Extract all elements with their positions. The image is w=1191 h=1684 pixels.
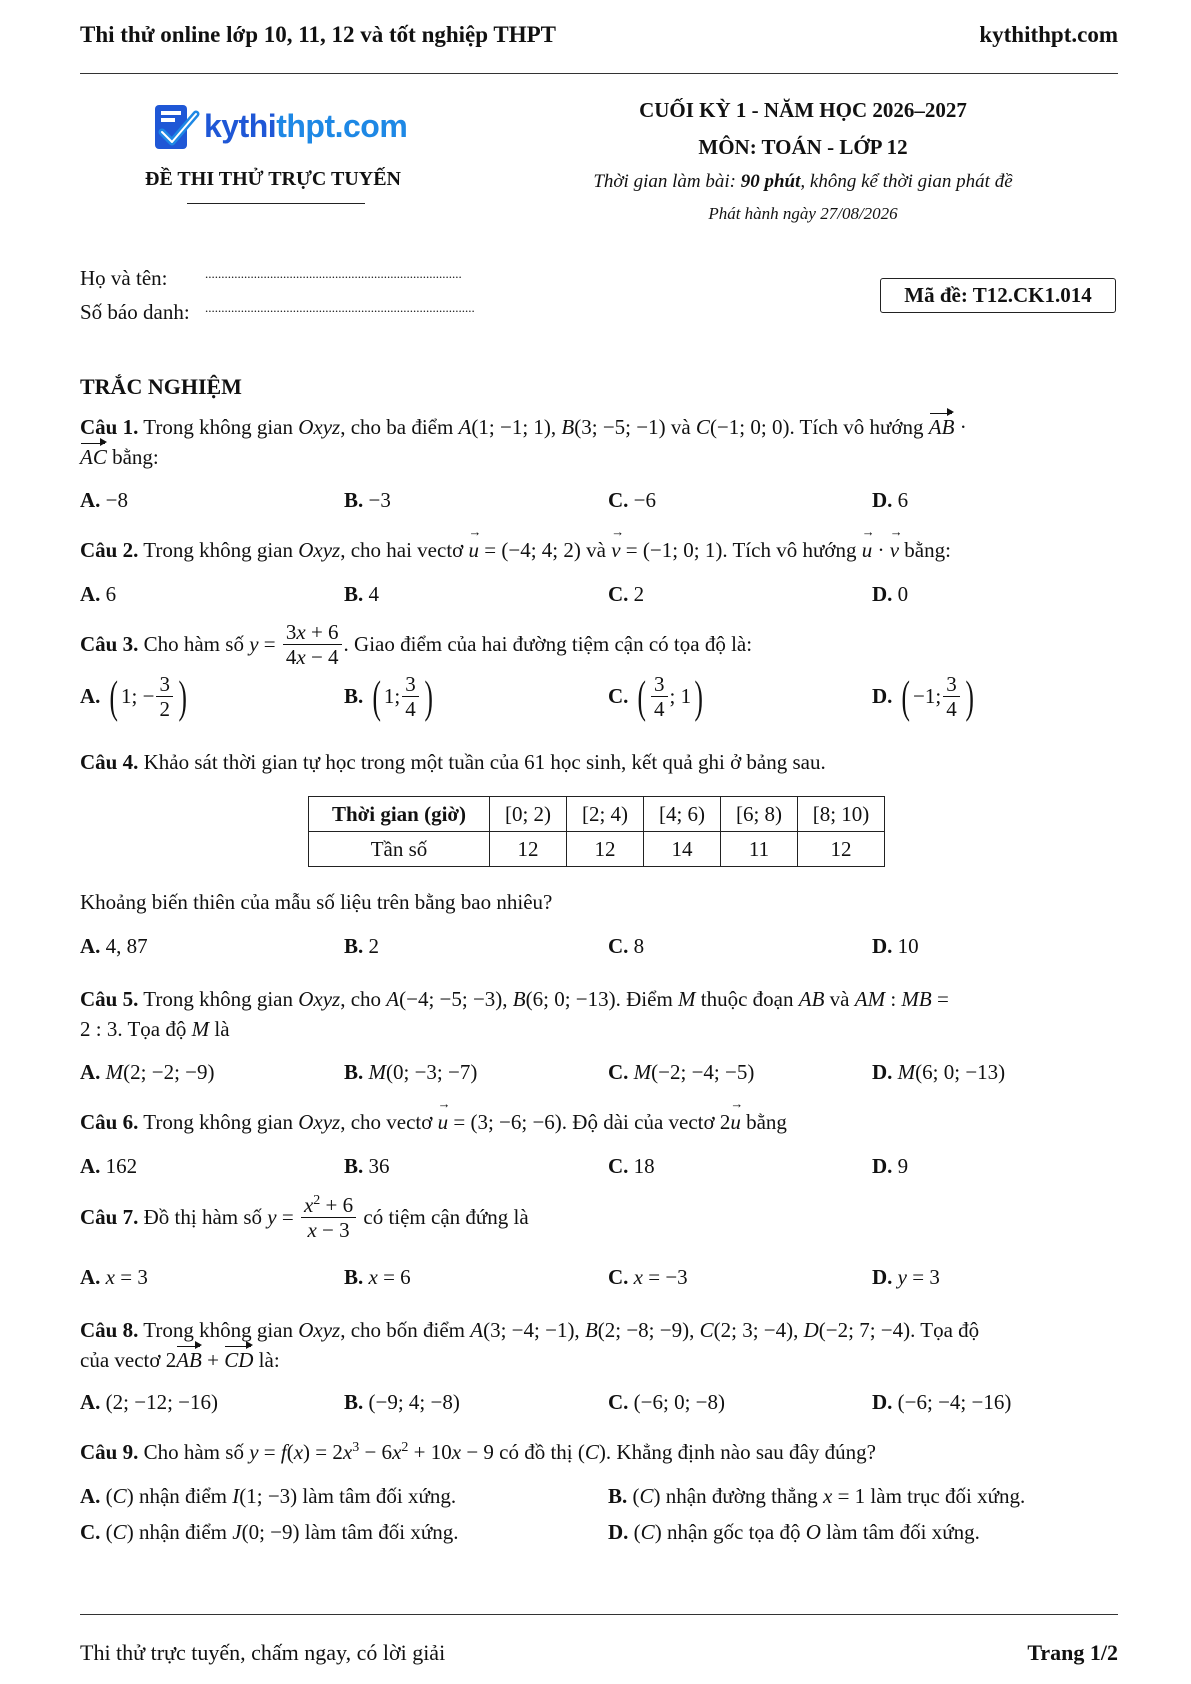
- exam-type-underline: [187, 203, 365, 204]
- question-9: Câu 9. Cho hàm số $y = f(x) = 2x^3 - 6x^2 + 10x - 9$ có đồ thị (C). Khẳng định nào sau đây đúng?: [80, 1440, 876, 1464]
- q7-option-b[interactable]: B. x = 6: [344, 1265, 411, 1289]
- table-header-cell: [0; 2): [490, 797, 567, 832]
- q7-option-c[interactable]: C. x = −3: [608, 1265, 688, 1289]
- q3-option-d[interactable]: D. ( −1; $\frac{3}{4}$ ): [872, 670, 974, 722]
- q9-option-b[interactable]: B. (C) nhận đường thẳng x = 1 làm trục đối xứng.: [608, 1484, 1026, 1508]
- q4-option-b[interactable]: B. 2: [344, 934, 380, 958]
- q5-option-b[interactable]: B. M(0; −3; −7): [344, 1060, 478, 1084]
- q2-option-a[interactable]: A. 6: [80, 582, 117, 606]
- question-2: Câu 2. Trong không gian Oxyz, cho hai vectơ u → = (−4; 4; 2) và v → = (−1; 0; 1). Tích vô hướng u → · v → bằng:: [80, 538, 1120, 563]
- id-dots[interactable]: ...................................................................................: [205, 300, 475, 315]
- question-8: Câu 8. Trong không gian Oxyz, cho bốn điểm A(3; −4; −1), B(2; −8; −9), C(2; 3; −4), D(−2; 7; −4). Tọa độ của vectơ 2AB + CD là:: [80, 1315, 1120, 1375]
- footer-rule: [80, 1614, 1118, 1615]
- footer-left: Thi thử trực tuyến, chấm ngay, có lời giải: [80, 1640, 446, 1665]
- q8-option-c[interactable]: C. (−6; 0; −8): [608, 1390, 726, 1414]
- table-header-cell: [4; 6): [644, 797, 721, 832]
- exam-time: Thời gian làm bài: 90 phút, không kể thời gian phát đề: [593, 171, 1013, 192]
- q3-option-b[interactable]: B. ( 1; $\frac{3}{4}$ ): [344, 670, 433, 722]
- table-cell: 14: [644, 832, 721, 867]
- exam-title: CUỐI KỲ 1 - NĂM HỌC 2026–2027: [639, 98, 967, 122]
- q8-option-a[interactable]: A. (2; −12; −16): [80, 1390, 219, 1414]
- name-label: Họ và tên:: [80, 266, 168, 290]
- q7-option-a[interactable]: A. x = 3: [80, 1265, 148, 1289]
- exam-subject: MÔN: TOÁN - LỚP 12: [698, 135, 908, 159]
- q1-option-b[interactable]: B. −3: [344, 488, 391, 512]
- q1-option-c[interactable]: C. −6: [608, 488, 657, 512]
- q9-option-a[interactable]: A. (C) nhận điểm I(1; −3) làm tâm đối xứng.: [80, 1484, 457, 1508]
- name-dots[interactable]: ...............................................................................: [205, 266, 462, 281]
- q5-option-c[interactable]: C. M(−2; −4; −5): [608, 1060, 755, 1084]
- table-header-cell: [2; 4): [567, 797, 644, 832]
- q3-option-c[interactable]: C. ( $\frac{3}{4}$ ; 1 ): [608, 670, 703, 722]
- q1-option-a[interactable]: A. −8: [80, 488, 129, 512]
- page-number: Trang 1/2: [1027, 1640, 1118, 1665]
- q8-option-d[interactable]: D. (−6; −4; −16): [872, 1390, 1012, 1414]
- q5-option-a[interactable]: A. M(2; −2; −9): [80, 1060, 215, 1084]
- q4-option-c[interactable]: C. 8: [608, 934, 645, 958]
- table-cell: 11: [721, 832, 798, 867]
- header-rule: [80, 73, 1118, 74]
- table-cell: 12: [798, 832, 885, 867]
- q7-option-d[interactable]: D. y = 3: [872, 1265, 940, 1289]
- q2-option-b[interactable]: B. 4: [344, 582, 380, 606]
- header-right[interactable]: kythithpt.com: [979, 22, 1118, 47]
- table-header-cell: [8; 10): [798, 797, 885, 832]
- q2-option-c[interactable]: C. 2: [608, 582, 645, 606]
- q9-option-d[interactable]: D. (C) nhận gốc tọa độ O làm tâm đối xứng.: [608, 1520, 980, 1544]
- q4-option-a[interactable]: A. 4, 87: [80, 934, 148, 958]
- frequency-table: [308, 796, 885, 867]
- release-date: Phát hành ngày 27/08/2026: [708, 204, 898, 223]
- logo-icon: [152, 102, 202, 154]
- id-label: Số báo danh:: [80, 300, 190, 324]
- question-4: Câu 4. Khảo sát thời gian tự học trong một tuần của 61 học sinh, kết quả ghi ở bảng sau.: [80, 750, 826, 774]
- q2-option-d[interactable]: D. 0: [872, 582, 909, 606]
- q6-option-a[interactable]: A. 162: [80, 1154, 138, 1178]
- question-5: Câu 5. Trong không gian Oxyz, cho A(−4; −5; −3), B(6; 0; −13). Điểm M thuộc đoạn AB và AM : MB = 2 : 3. Tọa độ M là: [80, 987, 949, 1041]
- question-3: Câu 3. Cho hàm số y = $\frac{3x + 6}{4x - 4}$ . Giao điểm của hai đường tiệm cận có tọa độ là:: [80, 620, 753, 670]
- table-header-time: Thời gian (giờ): [309, 797, 490, 832]
- table-cell: 12: [490, 832, 567, 867]
- table-header-cell: [6; 8): [721, 797, 798, 832]
- q6-option-c[interactable]: C. 18: [608, 1154, 655, 1178]
- exam-code-box: Mã đề: T12.CK1.014: [880, 278, 1116, 313]
- q5-option-d[interactable]: D. M(6; 0; −13): [872, 1060, 1006, 1084]
- q1-option-d[interactable]: D. 6: [872, 488, 909, 512]
- q4-option-d[interactable]: D. 10: [872, 934, 919, 958]
- header-left: Thi thử online lớp 10, 11, 12 và tốt nghiệp THPT: [80, 22, 556, 47]
- question-1: Câu 1. Trong không gian Oxyz, cho ba điểm A(1; −1; 1), B(3; −5; −1) và C(−1; 0; 0). Tích vô hướng AB · AC bằng:: [80, 412, 1120, 472]
- exam-type: ĐỀ THI THỬ TRỰC TUYẾN: [145, 168, 401, 190]
- table-cell: 12: [567, 832, 644, 867]
- logo-text: kythithpt.com: [204, 108, 408, 144]
- section-title: TRẮC NGHIỆM: [80, 374, 242, 399]
- question-4-prompt: Khoảng biến thiên của mẫu số liệu trên bằng bao nhiêu?: [80, 890, 553, 914]
- question-7: Câu 7. Đồ thị hàm số y = $\frac{x^2 + 6}{x - 3}$ có tiệm cận đứng là: [80, 1193, 529, 1243]
- q6-option-d[interactable]: D. 9: [872, 1154, 909, 1178]
- q3-option-a[interactable]: A. ( 1; − $\frac{3}{2}$ ): [80, 670, 187, 722]
- table-row-label: Tần số: [309, 832, 490, 867]
- q8-option-b[interactable]: B. (−9; 4; −8): [344, 1390, 460, 1414]
- q6-option-b[interactable]: B. 36: [344, 1154, 390, 1178]
- question-6: Câu 6. Trong không gian Oxyz, cho vectơ u → = (3; −6; −6). Độ dài của vectơ 2u → bằng: [80, 1110, 1120, 1135]
- q9-option-c[interactable]: C. (C) nhận điểm J(0; −9) làm tâm đối xứng.: [80, 1520, 459, 1544]
